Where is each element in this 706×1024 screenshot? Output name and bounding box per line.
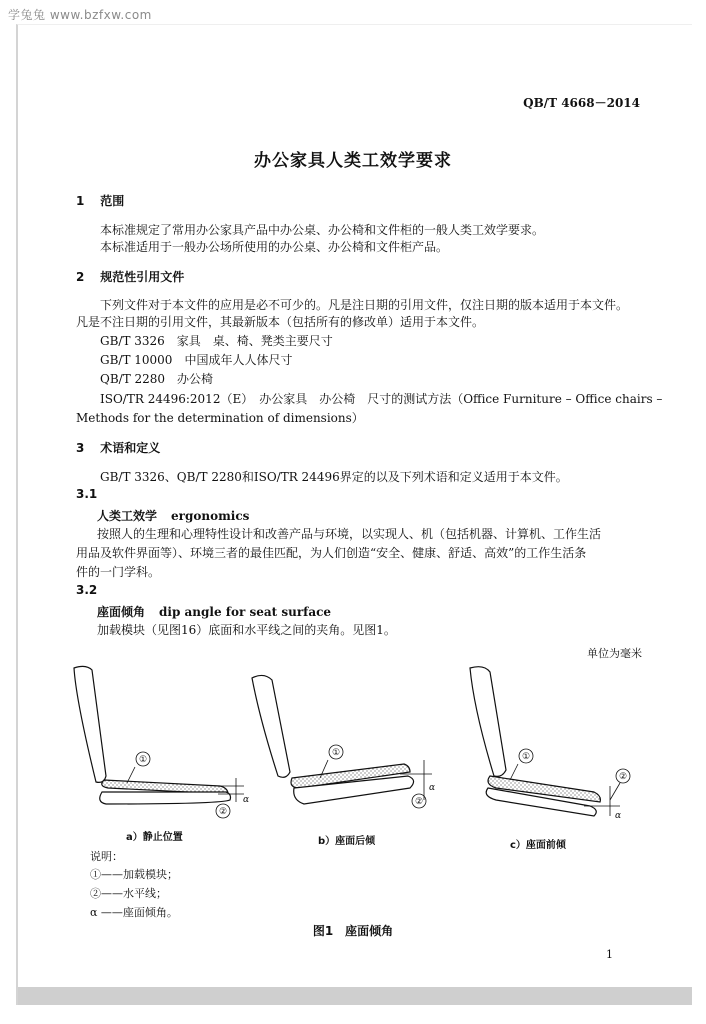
paragraph: 下列文件对于本文件的应用是必不可少的。凡是注日期的引用文件，仅注日期的版本适用于本文件。 (100, 298, 629, 312)
term-en: dip angle for seat surface (159, 605, 332, 619)
subcaption-b: b）座面后倾 (318, 836, 376, 847)
section-number: 2 (76, 270, 85, 284)
section-2-heading (76, 268, 184, 285)
subcaption-a: a）静止位置 (126, 832, 183, 843)
section-title: 术语和定义 (100, 441, 161, 455)
legend-title: 说明： (90, 850, 123, 863)
legend-item: α ——座面倾角。 (90, 906, 178, 919)
page-bottom-edge (18, 987, 692, 1005)
figure-1-drawing (60, 660, 660, 830)
panel-a-static (74, 666, 244, 818)
reference-item: GB/T 3326 家具 桌、椅、凳类主要尺寸 (100, 334, 333, 348)
legend-item: ①——加载模块； (90, 868, 178, 881)
section-number: 1 (76, 194, 85, 208)
page-number: 1 (606, 948, 613, 961)
clause-number: 3.1 (76, 487, 98, 501)
alpha-b: α (428, 783, 436, 793)
section-title: 规范性引用文件 (100, 270, 185, 284)
standard-code: QB/T 4668－2014 (523, 96, 640, 110)
marker-2-c: ② (618, 772, 628, 782)
paragraph: 本标准规定了常用办公家具产品中办公桌、办公椅和文件柜的一般人类工效学要求。 (100, 223, 545, 237)
subcaption-c: c）座面前倾 (510, 840, 566, 851)
reference-item: GB/T 10000 中国成年人人体尺寸 (100, 353, 293, 367)
panel-c-forward (470, 667, 630, 816)
unit-note: 单位为毫米 (587, 647, 642, 660)
alpha-a: α (242, 795, 250, 805)
term-cn: 座面倾角 (97, 605, 146, 619)
watermark-text: 学兔兔 www.bzfxw.com (8, 8, 152, 22)
marker-2-a: ② (218, 807, 228, 817)
clause-number: 3.2 (76, 583, 98, 597)
definition-line: 加载模块（见图16）底面和水平线之间的夹角。见图1。 (97, 623, 396, 637)
definition-line: 用品及软件界面等）、环境三者的最佳匹配，为人们创造“安全、健康、舒适、高效”的工作生活条 (76, 546, 587, 560)
paragraph: 本标准适用于一般办公场所使用的办公桌、办公椅和文件柜产品。 (100, 240, 449, 254)
definition-line: 按照人的生理和心理特性设计和改善产品与环境，以实现人、机（包括机器、计算机、工作生活 (97, 527, 602, 541)
document-title: 办公家具人类工效学要求 (254, 151, 452, 171)
figure-caption: 图1 座面倾角 (312, 924, 394, 938)
paragraph: 凡是不注日期的引用文件，其最新版本（包括所有的修改单）适用于本文件。 (76, 315, 485, 329)
marker-1-c: ① (521, 752, 531, 762)
marker-1-b: ① (331, 748, 341, 758)
definition-line: 件的一门学科。 (76, 565, 161, 579)
section-1-heading (76, 192, 124, 209)
reference-item: ISO/TR 24496:2012（E） 办公家具 办公椅 尺寸的测试方法（Office Furniture – Office chairs – (100, 392, 663, 406)
section-3-heading (76, 439, 160, 456)
reference-item: QB/T 2280 办公椅 (100, 372, 214, 386)
term-ergonomics (97, 507, 249, 524)
section-title: 范围 (100, 194, 125, 208)
section-number: 3 (76, 441, 85, 455)
marker-1-a: ① (138, 755, 148, 765)
term-cn: 人类工效学 (97, 509, 158, 523)
term-dip-angle (97, 603, 331, 620)
panel-b-backward (252, 675, 432, 808)
marker-2-b: ② (414, 797, 424, 807)
legend-item: ②——水平线； (90, 887, 167, 900)
reference-item-continuation: Methods for the determination of dimensions） (76, 411, 364, 425)
paragraph: GB/T 3326、QB/T 2280和ISO/TR 24496界定的以及下列术语和定义适用于本文件。 (100, 470, 568, 484)
alpha-c: α (614, 811, 622, 821)
term-en: ergonomics (171, 509, 250, 523)
